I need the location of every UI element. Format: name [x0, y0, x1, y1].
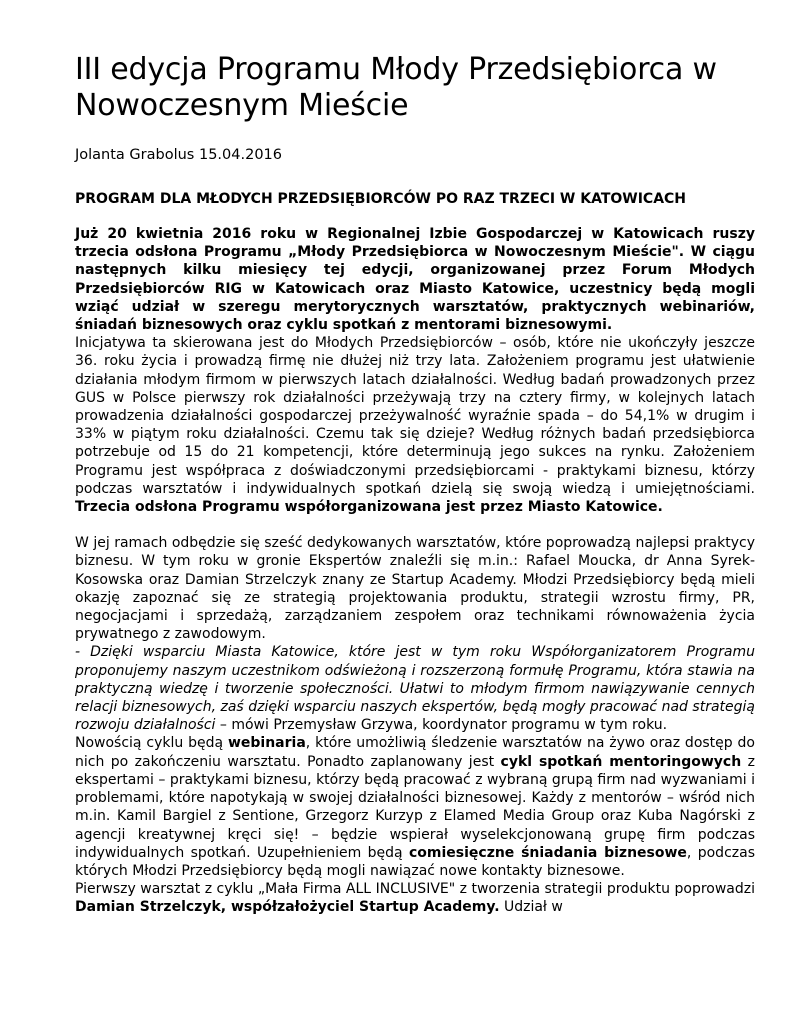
novelties-text-2: , które umożliwią śledzenie warsztatów na żywo oraz dostęp do nich po zakończeniu warsztatu. Ponadto zaplanowany jest — [75, 735, 755, 770]
paragraph-spacer — [75, 516, 755, 534]
section-heading: PROGRAM DLA MŁODYCH PRZEDSIĘBIORCÓW PO RAZ TRZECI W KATOWICACH — [75, 191, 687, 207]
mentoring-term: cykl spotkań mentoringowych — [500, 753, 742, 770]
quote-paragraph — [75, 643, 755, 734]
paragraph-initiative-text: Inicjatywa ta skierowana jest do Młodych Przedsiębiorców – osób, które nie ukończyły jeszcze 36. roku życia i prowadzą firmę nie dłużej niż trzy lata. Założeniem programu jest ułatwienie działania młodym firmom w pierwszych latach działalności. Według badań prowadzonych przez GUS w Polsce pierwszy rok działalności przeżywają trzy na cztery firmy, w kolejnych latach prowadzenia działalności gospodarczej przeżywalność wyraźnie spada – do 54,1% w drugim i 33% w piątym roku działalności. Czemu tak się dzieje? Według różnych badań przedsiębiorca potrzebuje od 15 do 21 kompetencji, które determinują jego sukces na rynku. Założeniem Programu jest współpraca z doświadczonymi przedsiębiorcami - praktykami biznesu, którzy podczas warsztatów i indywidualnych spotkań dzielą się swoją wiedzą i umiejętnościami. — [75, 335, 755, 497]
novelties-text-1: Nowością cyklu będą — [75, 735, 228, 752]
quote-text: - Dzięki wsparciu Miasta Katowice, które jest w tym roku Współorganizatorem Programu proponujemy naszym uczestnikom odświeżoną i rozszerzoną formułę Programu, która stawia na praktyczną wiedzę i tworzenie społeczności. Ułatwi to młodym firmom nawiązywanie cennych relacji biznesowych, zaś dzięki wsparciu naszych ekspertów, będą mogły pracować nad strategią rozwoju działalności — [75, 644, 755, 734]
breakfasts-term: comiesięczne śniadania biznesowe — [408, 844, 687, 861]
paragraph-novelties — [75, 734, 755, 880]
first-workshop-text-1: Pierwszy warsztat z cyklu „Mała Firma ALL INCLUSIVE" z tworzenia strategii produktu poprowadzi — [75, 881, 755, 898]
author-date: Jolanta Grabolus 15.04.2016 — [75, 147, 282, 163]
paragraph-initiative — [75, 334, 755, 516]
article-title: III edycja Programu Młody Przedsiębiorca w Nowoczesnym Mieście — [75, 52, 717, 123]
quote-attribution: – mówi Przemysław Grzywa, koordynator programu w tym roku. — [215, 717, 668, 734]
webinars-term: webinaria — [227, 735, 306, 752]
first-workshop-text-2: Udział w — [499, 899, 563, 916]
novelties-text-4: , podczas których Młodzi Przedsiębiorcy będą mogli nawiązać nowe kontakty biznesowe. — [75, 844, 755, 879]
paragraph-first-workshop — [75, 880, 755, 916]
article — [75, 52, 755, 917]
lead-paragraph: Już 20 kwietnia 2016 roku w Regionalnej Izbie Gospodarczej w Katowicach ruszy trzecia odsłona Programu „Młody Przedsiębiorca w Nowoczesnym Mieście". W ciągu następnych kilku miesięcy tej edycji, organizowanej przez Forum Młodych Przedsiębiorców RIG w Katowicach oraz Miasto Katowice, uczestnicy będą mogli wziąć udział w szeregu merytorycznych warsztatów, praktycznych webinariów, śniadań biznesowych oraz cyklu spotkań z mentorami biznesowymi. — [75, 226, 755, 334]
paragraph-workshops: W jej ramach odbędzie się sześć dedykowanych warsztatów, które poprowadzą najlepsi praktycy biznesu. W tym roku w gronie Ekspertów znaleźli się m.in.: Rafael Moucka, dr Anna Syrek-Kosowska oraz Damian Strzelczyk znany ze Startup Academy. Młodzi Przedsiębiorcy będą mieli okazję zapoznać się ze strategią projektowania produktu, strategii wzrostu firmy, PR, negocjacjami i sprzedażą, zarządzaniem zespołem oraz technikami równoważenia życia prywatnego z zawodowym. — [75, 535, 755, 643]
novelties-text-3: z ekspertami – praktykami biznesu, którzy będą pracować z wybraną grupą firm nad wyzwaniami i problemami, które napotykają w swojej działalności biznesowej. Każdy z mentorów – wśród nich m.in. Kamil Bargiel z Sentione, Grzegorz Kurzyp z Elamed Media Group oraz Kuba Nagórski z agencji kreatywnej kręci się! – będzie wspierał wyselekcjonowaną grupę firm podczas indywidualnych spotkań. Uzupełnieniem będą — [75, 753, 755, 861]
speaker-name: Damian Strzelczyk, współzałożyciel Startup Academy. — [75, 899, 500, 916]
co-organizer-statement: Trzecia odsłona Programu współorganizowana jest przez Miasto Katowice. — [75, 499, 663, 516]
